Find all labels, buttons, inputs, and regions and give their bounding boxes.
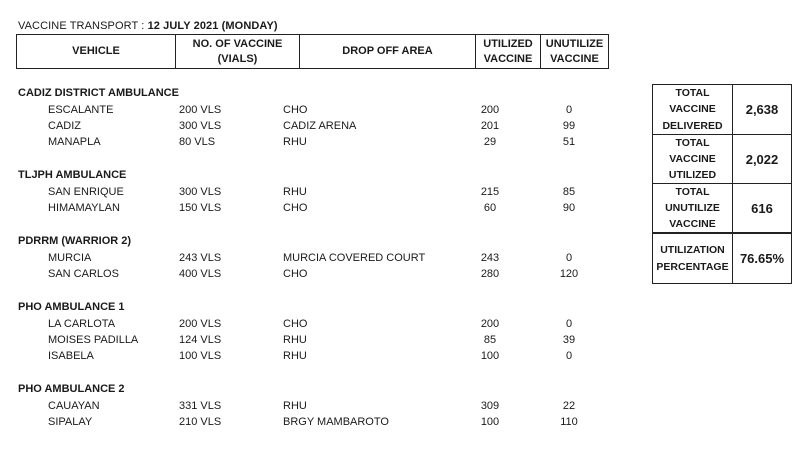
table-row <box>0 268 620 282</box>
summary-label-line: VACCINE <box>669 218 716 231</box>
cell-area: CHO <box>283 104 308 116</box>
summary-delivered-label <box>653 85 733 134</box>
cell-utilized: 201 <box>480 120 500 132</box>
cell-unutilized: 85 <box>562 186 576 198</box>
summary-percentage-label <box>653 234 733 283</box>
summary-label-line: UNUTILIZE <box>665 201 720 214</box>
summary-label-line: TOTAL <box>675 185 710 198</box>
table-row <box>0 120 620 134</box>
cell-place: ESCALANTE <box>48 104 114 116</box>
cell-unutilized: 51 <box>562 136 576 148</box>
summary-delivered <box>653 85 791 135</box>
cell-unutilized: 120 <box>559 268 579 280</box>
table-row <box>0 350 620 364</box>
summary-unutilized-value: 616 <box>751 200 773 216</box>
cell-utilized: 100 <box>480 350 500 362</box>
summary-label-line: TOTAL <box>675 87 710 100</box>
group-title: TLJPH AMBULANCE <box>18 169 127 181</box>
cell-area: CHO <box>283 268 308 280</box>
cell-unutilized: 0 <box>565 318 573 330</box>
cell-vials: 243 VLS <box>179 252 222 264</box>
header-utilized-line2: VACCINE <box>483 52 533 65</box>
cell-vials: 124 VLS <box>179 334 222 346</box>
cell-vials: 331 VLS <box>179 400 222 412</box>
cell-place: LA CARLOTA <box>48 318 116 330</box>
summary-utilized-label <box>653 135 733 183</box>
group-title: PHO AMBULANCE 1 <box>18 301 125 313</box>
cell-vials: 300 VLS <box>179 186 222 198</box>
table-row <box>0 202 620 216</box>
cell-area: RHU <box>283 334 307 346</box>
cell-place: CAUAYAN <box>48 400 100 412</box>
header-unutilized-line1: UNUTILIZE <box>545 37 604 50</box>
header-utilized <box>476 35 541 68</box>
document-title <box>18 20 278 32</box>
cell-unutilized: 0 <box>565 104 573 116</box>
cell-place: CADIZ <box>48 120 81 132</box>
cell-area: MURCIA COVERED COURT <box>283 252 426 264</box>
cell-unutilized: 99 <box>562 120 576 132</box>
cell-place: SAN CARLOS <box>48 268 119 280</box>
cell-area: RHU <box>283 350 307 362</box>
cell-utilized: 29 <box>483 136 497 148</box>
header-drop-off-label: DROP OFF AREA <box>342 45 433 57</box>
cell-vials: 210 VLS <box>179 416 222 428</box>
summary-percentage-value: 76.65% <box>739 251 785 266</box>
summary-unutilized <box>653 184 791 233</box>
header-vehicle <box>17 35 176 68</box>
cell-vials: 200 VLS <box>179 104 222 116</box>
cell-vials: 100 VLS <box>179 350 222 362</box>
cell-utilized: 280 <box>480 268 500 280</box>
table-row <box>0 400 620 414</box>
cell-vials: 80 VLS <box>179 136 216 148</box>
cell-vials: 200 VLS <box>179 318 222 330</box>
title-date: 12 JULY 2021 (MONDAY) <box>147 20 278 32</box>
summary-table <box>652 84 792 284</box>
table-row <box>0 136 620 150</box>
group-title: CADIZ DISTRICT AMBULANCE <box>18 87 179 99</box>
cell-utilized: 243 <box>480 252 500 264</box>
header-utilized-line1: UTILIZED <box>483 37 533 50</box>
summary-unutilized-label <box>653 184 733 232</box>
table-header <box>16 34 609 69</box>
summary-label-line: TOTAL <box>675 136 710 149</box>
cell-place: SIPALAY <box>48 416 93 428</box>
cell-utilized: 215 <box>480 186 500 198</box>
header-vaccine-vials <box>176 35 300 68</box>
summary-label-line: UTILIZED <box>668 169 717 182</box>
cell-vials: 150 VLS <box>179 202 222 214</box>
table-row <box>0 252 620 266</box>
summary-utilized-value: 2,022 <box>745 151 779 167</box>
cell-area: RHU <box>283 186 307 198</box>
cell-utilized: 100 <box>480 416 500 428</box>
table-row <box>0 186 620 200</box>
cell-place: SAN ENRIQUE <box>48 186 124 198</box>
summary-label-line: VACCINE <box>669 152 716 165</box>
cell-area: RHU <box>283 136 307 148</box>
cell-unutilized: 90 <box>562 202 576 214</box>
cell-utilized: 309 <box>480 400 500 412</box>
cell-unutilized: 39 <box>562 334 576 346</box>
summary-delivered-value: 2,638 <box>745 102 779 117</box>
cell-place: MOISES PADILLA <box>48 334 139 346</box>
cell-utilized: 60 <box>483 202 497 214</box>
cell-area: BRGY MAMBAROTO <box>283 416 389 428</box>
summary-label-line: VACCINE <box>669 103 716 116</box>
group-title: PHO AMBULANCE 2 <box>18 383 125 395</box>
header-drop-off <box>300 35 476 68</box>
cell-place: ISABELA <box>48 350 94 362</box>
cell-area: CADIZ ARENA <box>283 120 357 132</box>
summary-label-line: DELIVERED <box>662 119 723 132</box>
table-row <box>0 416 620 430</box>
header-vaccine-line1: NO. OF VACCINE <box>192 37 283 50</box>
cell-utilized: 200 <box>480 104 500 116</box>
cell-vials: 300 VLS <box>179 120 222 132</box>
table-row <box>0 104 620 118</box>
cell-utilized: 85 <box>483 334 497 346</box>
cell-place: MANAPLA <box>48 136 101 148</box>
header-unutilized-line2: VACCINE <box>550 52 599 65</box>
cell-utilized: 200 <box>480 318 500 330</box>
header-vehicle-label: VEHICLE <box>72 45 120 57</box>
cell-unutilized: 22 <box>562 400 576 412</box>
cell-vials: 400 VLS <box>179 268 222 280</box>
cell-unutilized: 0 <box>565 350 573 362</box>
cell-unutilized: 110 <box>560 416 578 428</box>
cell-place: MURCIA <box>48 252 92 264</box>
cell-place: HIMAMAYLAN <box>48 202 120 214</box>
summary-utilized <box>653 135 791 184</box>
cell-area: CHO <box>283 318 308 330</box>
cell-unutilized: 0 <box>565 252 573 264</box>
header-vaccine-line2: (VIALS) <box>217 52 258 65</box>
summary-label-line: PERCENTAGE <box>656 260 729 273</box>
cell-area: CHO <box>283 202 308 214</box>
table-row <box>0 334 620 348</box>
summary-percentage <box>653 233 791 283</box>
cell-area: RHU <box>283 400 307 412</box>
header-unutilized <box>541 35 608 68</box>
title-prefix: VACCINE TRANSPORT : <box>18 20 148 32</box>
group-title: PDRRM (WARRIOR 2) <box>18 235 132 247</box>
summary-label-line: UTILIZATION <box>660 244 725 257</box>
table-row <box>0 318 620 332</box>
